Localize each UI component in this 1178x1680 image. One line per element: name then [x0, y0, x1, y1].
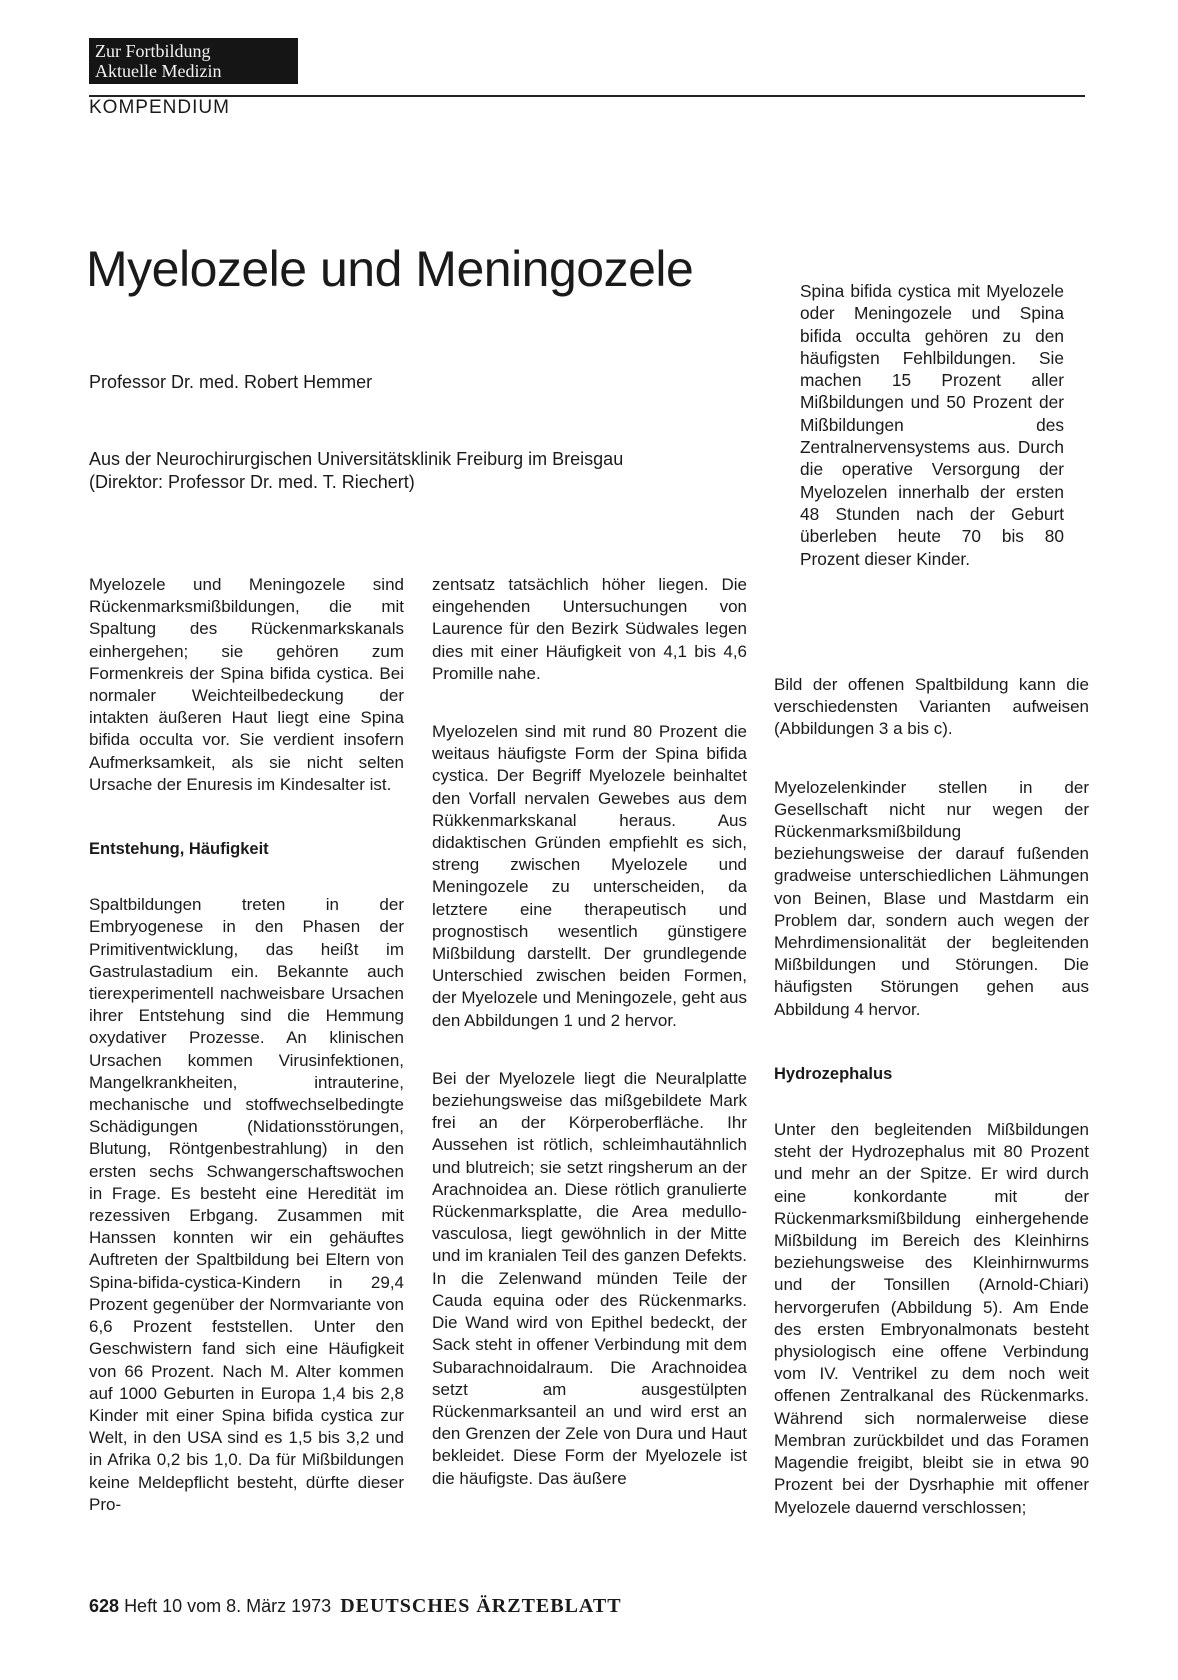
article-affiliation	[89, 448, 623, 494]
body-column-1	[89, 574, 404, 1516]
paragraph: Myelozele und Meningozele sind Rückenmarksmißbildungen, die mit Spaltung des Rückenmarkskanals einhergehen; sie gehören zum Formenkreis der Spina bifida cystica. Bei normaler Weichteilbedeckung der intakten äußeren Haut liegt eine Spina bifida occulta vor. Sie verdient insofern Aufmerksamkeit, als sie nicht selten Ursache der Enuresis im Kindesalter ist.	[89, 575, 404, 794]
article-title: Myelozele und Meningozele	[86, 241, 694, 297]
affiliation-line2: (Direktor: Professor Dr. med. T. Riechert)	[89, 472, 415, 492]
issue-info: Heft 10 vom 8. März 1973	[124, 1596, 332, 1616]
series-label-line1: Zur Fortbildung	[95, 41, 211, 61]
body-column-2	[432, 574, 747, 1490]
header-rule	[89, 95, 1085, 97]
section-heading: Hydrozephalus	[774, 1064, 893, 1083]
paragraph: Spaltbildungen treten in der Embryogenese in den Phasen der Primitiventwicklung, das heißt im Gastrulastadium ein. Bekannte auch tierexperimentell nachweisbare Ursachen ihrer Entstehung sind die Hemmung oxydativer Prozesse. An klinischen Ursachen kommen Virusinfektionen, Mangelkrankheiten, intrauterine, mechanische und stoffwechselbedingte Schädigungen (Nidationsstörungen, Blutung, Röntgenbestrahlung) in den ersten sechs Schwangerschaftswochen in Frage. Es besteht eine Heredität im rezessiven Erbgang. Zusammen mit Hanssen konnten wir ein gehäuftes Auftreten der Spaltbildung bei Eltern von Spina-bifida-cystica-Kindern in 29,4 Prozent gegenüber der Normvariante von 6,6 Prozent feststellen. Unter den Geschwistern fand sich eine Häufigkeit von 66 Prozent. Nach M. Alter kommen auf 1000 Geburten in Europa 1,4 bis 2,8 Kinder mit einer Spina bifida cystica zur Welt, in den USA sind es 1,5 bis 3,2 und in Afrika 0,2 bis 1,0. Da für Mißbildungen keine Meldepflicht besteht, dürfte dieser Pro-	[89, 895, 404, 1514]
paragraph: Bei der Myelozele liegt die Neuralplatte beziehungsweise das mißgebildete Mark frei an der Körperoberfläche. Ihr Aussehen ist rötlich, schleimhautähnlich und blutreich; sie setzt ringsherum an der Arachnoidea an. Diese rötlich granulierte Rückenmarksplatte, die Area medullo-vasculosa, liegt gewöhnlich in der Mitte und im kranialen Teil des ganzen Defekts. In die Zelenwand münden Teile der Cauda equina oder des Rückenmarks. Die Wand wird von Epithel bedeckt, der Sack steht in offener Verbindung mit dem Subarachnoidalraum. Die Arachnoidea setzt am ausgestülpten Rückenmarksanteil an und wird erst an den Grenzen der Zele von Dura und Haut bekleidet. Diese Form der Myelozele ist die häufigste. Das äußere	[432, 1068, 747, 1488]
paragraph: Myelozelen sind mit rund 80 Prozent die weitaus häufigste Form der Spina bifida cystica. Der Begriff Myelozele beinhaltet den Vorfall nervalen Gewebes aus dem Rükkenmarkskanal heraus. Aus didaktischen Gründen empfiehlt es sich, streng zwischen Myelozele und Meningozele zu unterscheiden, da letztere eine therapeutisch und prognostisch wesentlich günstigere Mißbildung darstellt. Der grundlegende Unterschied zwischen beiden Formen, der Myelozele und Meningozele, geht aus den Abbildungen 1 und 2 hervor.	[432, 722, 747, 1030]
body-column-3	[774, 674, 1089, 1519]
section-heading: Entstehung, Häufigkeit	[89, 840, 269, 859]
journal-name: DEUTSCHES ÄRZTEBLATT	[340, 1595, 622, 1617]
page-number: 628	[89, 1596, 120, 1616]
page-footer	[89, 1595, 622, 1618]
paragraph: Unter den begleitenden Mißbildungen steht der Hydrozephalus mit 80 Prozent und mehr an der Spitze. Er wird durch eine konkordante mit der Rückenmarksmißbildung einhergehende Mißbildung im Bereich des Kleinhirns beziehungsweise des Kleinhirnwurms und der Tonsillen (Arnold-Chiari) hervorgerufen (Abbildung 5). Am Ende des ersten Embryonalmonats besteht physiologisch eine offene Verbindung vom IV. Ventrikel zu dem noch weit offenen Zentralkanal des Rückenmarks. Während sich normalerweise diese Membran zurückbildet und das Foramen Magendie freigibt, bleibt sie in etwa 90 Prozent bei der Dysrhaphie mit offener Myelozele dauernd verschlossen;	[774, 1120, 1089, 1517]
series-label-line2: Aktuelle Medizin	[95, 61, 222, 81]
paragraph: Bild der offenen Spaltbildung kann die verschiedensten Varianten aufweisen (Abbildungen 3 a bis c).	[774, 675, 1089, 739]
article-abstract: Spina bifida cystica mit Myelozele oder Meningozele und Spina bifida occulta gehören zu den häufigsten Fehlbildungen. Sie machen 15 Prozent aller Mißbildungen und 50 Prozent der Mißbildungen des Zentralnervensystems aus. Durch die operative Versorgung der Myelozelen innerhalb der ersten 48 Stunden nach der Geburt überleben heute 70 bis 80 Prozent dieser Kinder.	[800, 281, 1064, 569]
paragraph: zentsatz tatsächlich höher liegen. Die eingehenden Untersuchungen von Laurence für den Bezirk Südwales legen dies mit einer Häufigkeit von 4,1 bis 4,6 Promille nahe.	[432, 575, 747, 683]
section-label: KOMPENDIUM	[89, 97, 230, 118]
paragraph: Myelozelenkinder stellen in der Gesellschaft nicht nur wegen der Rückenmarksmißbildung beziehungsweise der darauf fußenden gradweise unterschiedlichen Lähmungen von Beinen, Blase und Mastdarm ein Problem dar, sondern auch wegen der Mehrdimensionalität der begleitenden Mißbildungen und Störungen. Die häufigsten Störungen gehen aus Abbildung 4 hervor.	[774, 777, 1089, 1019]
affiliation-line1: Aus der Neurochirurgischen Universitätsklinik Freiburg im Breisgau	[89, 449, 624, 469]
article-author: Professor Dr. med. Robert Hemmer	[89, 372, 373, 392]
series-label-box	[89, 38, 298, 84]
